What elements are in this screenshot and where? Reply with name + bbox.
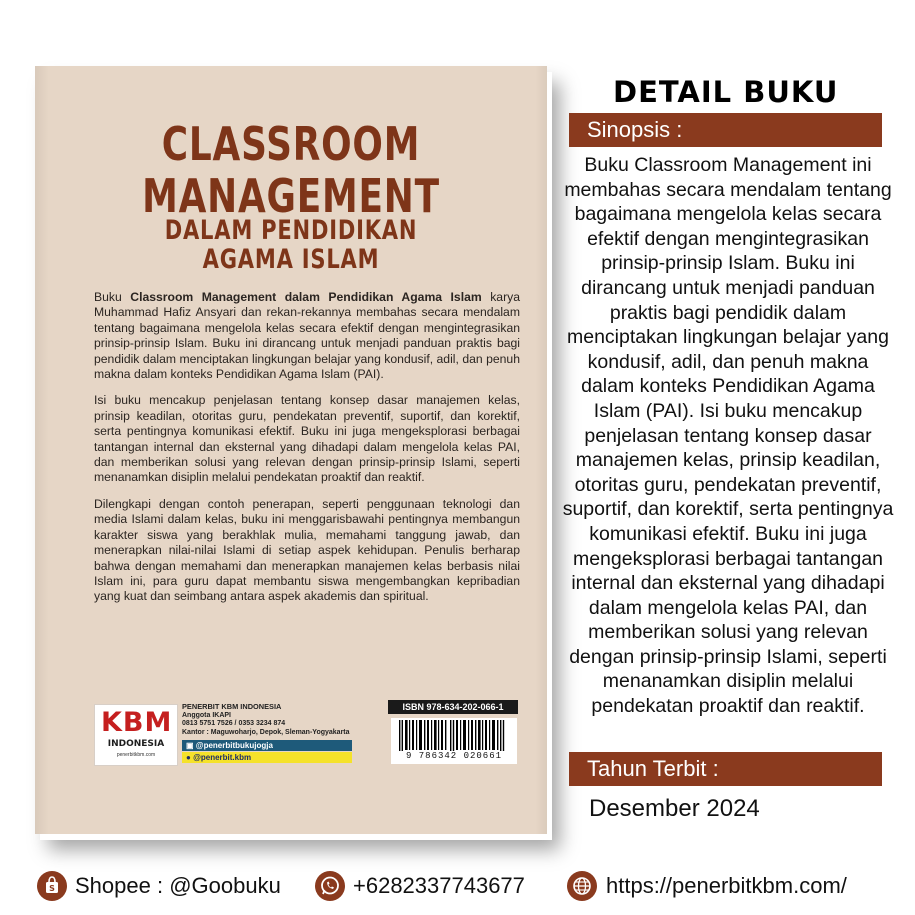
shopping-bag-icon [37, 871, 67, 901]
blurb-paragraph-1 [94, 290, 520, 382]
detail-heading: DETAIL BUKU [613, 75, 839, 109]
blurb-p1-lead: Buku [94, 290, 131, 304]
facebook-text: @penerbit.kbm [193, 753, 252, 762]
globe-icon [567, 871, 597, 901]
publisher-member: Anggota IKAPI [182, 711, 231, 719]
blurb-paragraph-2: Isi buku mencakup penjelasan tentang konsep dasar manajemen kelas, prinsip keadilan, otoritas guru, pendekatan preventif, suportif, dan korektif, serta pentingnya komunikasi efektif. Buku ini juga mengeksplorasi berbagai tantangan internal dan eksternal yang dihadapi dalam mengelola kelas PAI, dan memberikan solusi yang relevan dengan prinsip-prinsip Islami, seperti menanamkan disiplin melalui pendekatan proaktif dan reaktif. [94, 393, 520, 485]
instagram-text: @penerbitbukujogja [195, 741, 273, 750]
tahun-terbit-value: Desember 2024 [589, 795, 760, 822]
blurb-paragraph-3: Dilengkapi dengan contoh penerapan, seperti penggunaan teknologi dan media Islami dalam kelas, buku ini menggarisbawahi pentingnya membangun karakter siswa yang berakhlak mulia, memahami tanggung jawab, dan menerapkan nilai-nilai Islami di setiap aspek kehidupan. Penulis berharap bahwa dengan memahami dan menerapkan manajemen kelas berbasis nilai Islam ini, para guru dapat membantu siswa mengembangkan kepribadian yang kuat dan seimbang antara aspek akademis dan spiritual. [94, 496, 520, 604]
publisher-logo [94, 704, 178, 766]
sinopsis-band: Sinopsis : [569, 113, 882, 147]
book-blurb [94, 290, 520, 616]
logo-letters: KBM [101, 707, 173, 738]
tahun-terbit-band: Tahun Terbit : [569, 752, 882, 786]
book-title-line2: MANAGEMENT [142, 169, 440, 223]
publisher-name: PENERBIT KBM INDONESIA [182, 702, 282, 711]
publisher-phone: 0813 5751 7526 / 0353 3234 874 [182, 720, 286, 728]
whatsapp-number[interactable]: +6282337743677 [353, 873, 525, 898]
book-subtitle-line1: DALAM PENDIDIKAN [164, 215, 418, 246]
facebook-handle: ● @penerbit.kbm [182, 752, 352, 763]
isbn-label: ISBN 978-634-202-066-1 [388, 700, 518, 714]
book-subtitle-line2: AGAMA ISLAM [202, 244, 380, 275]
svg-text:S: S [49, 884, 55, 893]
footer [0, 858, 915, 915]
blurb-p1-body: karya Muhammad Hafiz Ansyari dan rekan-rekannya membahas secara mendalam tentang bagaimana mengelola kelas secara efektif dengan mengintegrasikan prinsip-prinsip Islam. Buku ini dirancang untuk menjadi panduan praktis bagi pendidik dalam menciptakan lingkungan belajar yang kondusif, adil, dan penuh makna dalam konteks Pendidikan Agama Islam (PAI). [94, 290, 520, 382]
blurb-p1-title: Classroom Management dalam Pendidikan Agama Islam [130, 290, 482, 304]
instagram-handle: ▣ @penerbitbukujogja [182, 740, 352, 751]
logo-country: INDONESIA [107, 739, 165, 749]
synopsis-text: Buku Classroom Management ini membahas secara mendalam tentang bagaimana mengelola kelas secara efektif dengan mengintegrasikan prinsip-prinsip Islam. Buku ini dirancang untuk menjadi panduan praktis bagi pendidik dalam menciptakan lingkungan belajar yang kondusif, adil, dan penuh makna dalam konteks Pendidikan Agama Islam (PAI). Isi buku mencakup penjelasan tentang konsep dasar manajemen kelas, prinsip keadilan, otoritas guru, pendekatan preventif, suportif, dan korektif, serta pentingnya komunikasi efektif. Buku ini juga mengeksplorasi berbagai tantangan internal dan eksternal yang dihadapi dalam mengelola kelas PAI, dan memberikan solusi yang relevan dengan prinsip-prinsip Islami, seperti menanamkan disiplin melalui pendekatan proaktif dan reaktif. [562, 154, 894, 718]
shopee-link[interactable]: Shopee : @Goobuku [75, 873, 281, 898]
website-link[interactable]: https://penerbitkbm.com/ [606, 873, 847, 898]
logo-site: penerbitkbm.com [116, 752, 156, 758]
book-title-line1: CLASSROOM [161, 117, 421, 171]
whatsapp-icon [315, 871, 345, 901]
publisher-info [182, 703, 357, 737]
publisher-office: Kantor : Maguwoharjo, Depok, Sleman-Yogyakarta [182, 728, 350, 736]
book-back-cover [35, 66, 547, 834]
barcode-digits: 9 786342 020661 [391, 751, 517, 761]
